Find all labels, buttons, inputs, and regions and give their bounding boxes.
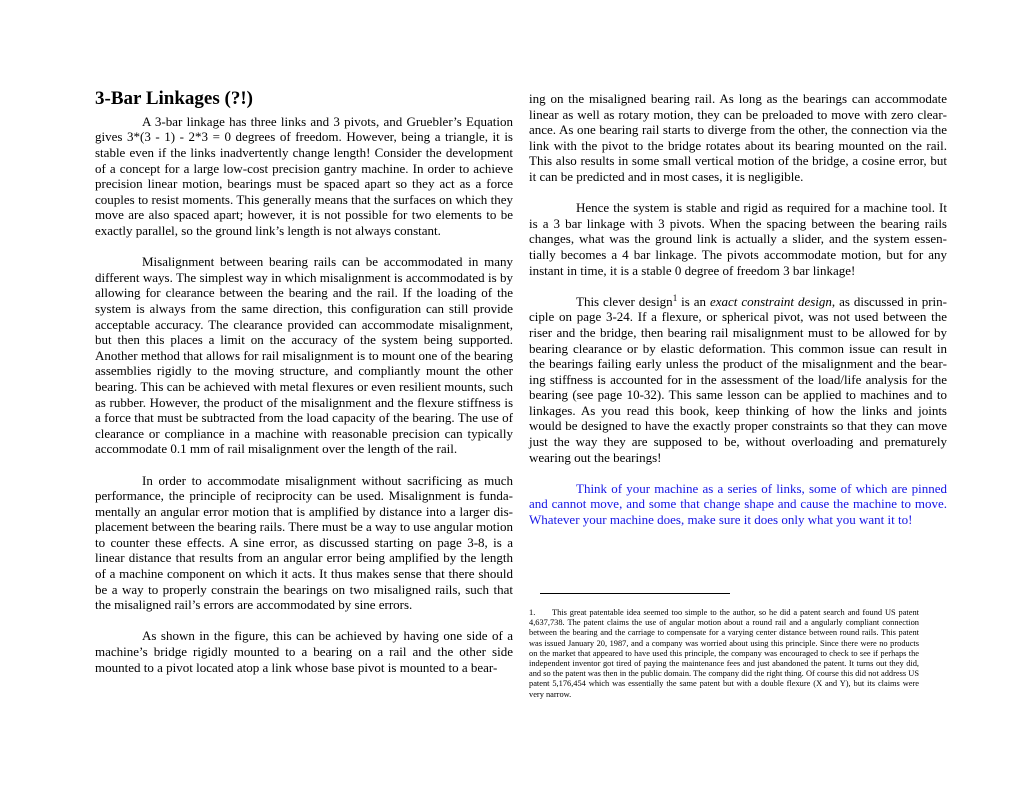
paragraph-exact-constraint [529,294,947,466]
footnote-text: This great patentable idea seemed too simple to the author, so he did a patent search and found US patent 4,637,738. The patent claims the use of angular motion about a round rail and a angularly compliant connection between the bearing and the carriage to compensate for a varying center distance between round rails. This patent was issued January 20, 1987, and a company was worried about using this principle. Since there were no products on the market that appeared to have used this principle, the company was encouraged to check to see if perhaps the independent inventor got tired of paying the maintenance fees and just abandoned the patent. It turns out they did, and so the patent was then in the public domain. The company did the right thing. Of course this did not address US patent 5,176,454 which was essentially the same patent but with a double flexure (X and Y), but its claims were very narrow. [529,608,919,699]
footnote [529,608,919,700]
paragraph-figure: As shown in the figure, this can be achieved by having one side of a machine’s bridge rigidly mounted to a bearing on a rail and the other side mounted to a pivot located atop a link whose base pivot is mounted to a bear- [95,628,513,675]
footnote-number: 1. [529,608,536,617]
exact-constraint-term: exact constraint design [709,293,832,309]
paragraph-reciprocity: In order to accommodate misalignment without sacrificing as much performance, the principle of reciprocity can be used. Misalignment is fundamentally an angular error motion that is amplified by distance into a larger displacement between the bearing rails. There must be a way to use angular motion to counter these effects. A sine error, as discussed starting on page 3-8, is a linear distance that results from an angular error being amplified by the length of a machine component on which it acts. It thus makes sense that there should be a way to properly constrain the bearings on two misaligned rails, such that the misaligned rail’s errors are accommodated by sine errors. [95,472,513,613]
paragraph-stable-system: Hence the system is stable and rigid as required for a machine tool. It is a 3 bar linkage with 3 pivots. When the spacing between the bearing rails changes, what was the ground link is actually a slider, and the system essentially becomes a 4 bar linkage. The pivots accommodate motion, but for any instant in time, it is a stable 0 degree of freedom 3 bar linkage! [529,200,947,278]
exact-constraint-mid: is an [677,293,710,309]
paragraph-gruebler: A 3-bar linkage has three links and 3 pivots, and Gruebler’s Equation gives 3*(3 - 1) - 2*3 = 0 degrees of freedom. However, being a triangle, it is stable even if the links inadvertently change length! Consider the development of a concept for a large low-cost precision gantry machine. In order to achieve precision linear motion, bearings must be spaced apart so they act as a force couples to resist moments. This generally means that the surfaces on which they move are also spaced apart; however, it is not possible for two elements to be exactly parallel, so the ground link’s length is not always constant. [95,113,513,238]
exact-constraint-lead: This clever design [576,293,673,309]
footnote-divider [540,593,730,594]
exact-constraint-body: , as discussed in principle on page 3-24. If a flexure, or spherical pivot, was not used between the riser and the bridge, then bearing rail misalignment must to be allowed for by bearing clearance or by elastic deformation. This common issue can result in the bearings failing early unless the product of the misalignment and the bearing stiffness is accounted for in the assessment of the load/life analysis for the bearing (see page 10-32). This same lesson can be applied to machines and to linkages. As you read this book, keep thinking of how the links and joints would be designed to have the exactly proper constraints so that they can move just the way they are supposed to be, without overloading and prematurely wearing out the bearings! [529,293,947,465]
paragraph-continuation: ing on the misaligned bearing rail. As long as the bearings can accommodate linear as well as rotary motion, they can be preloaded to move with zero clearance. As one bearing rail starts to diverge from the other, the connection via the link with the pivot to the bridge rotates about its bearing mounted on the rail. This also results in some small vertical motion of the bridge, a cosine error, but it can be predicted and in most cases, it is negligible. [529,91,947,184]
section-heading: 3-Bar Linkages (?!) [95,88,253,109]
right-column [529,88,947,543]
paragraph-misalignment: Misalignment between bearing rails can be accommodated in many different ways. The simplest way in which misalignment is accommodated is by allowing for clearance between the bearing and the rail. If the loading of the system is always from the same direction, this configuration can still provide acceptable accuracy. The clearance provided can accommodate misalignment, but then this places a limit on the accuracy of the system being supported. Another method that allows for rail misalignment is to mount one of the bearing assemblies rigidly to the moving structure, and compliantly mount the other bearing. This can be achieved with metal flexures or even resilient mounts, such as rubber. However, the product of the misalignment and the flexure stiffness is a force that must be subtracted from the load capacity of the bearing. The use of clearance or compliance in a machine with reasonable precision can typically accommodate 0.1 mm of rail misalignment over the length of the rail. [95,254,513,457]
highlight-callout: Think of your machine as a series of links, some of which are pinned and cannot move, and some that change shape and cause the machine to move. Whatever your machine does, make sure it does only what you want it to! [529,480,947,528]
left-column [95,88,513,691]
footnote-reference[interactable]: 1 [672,292,678,303]
